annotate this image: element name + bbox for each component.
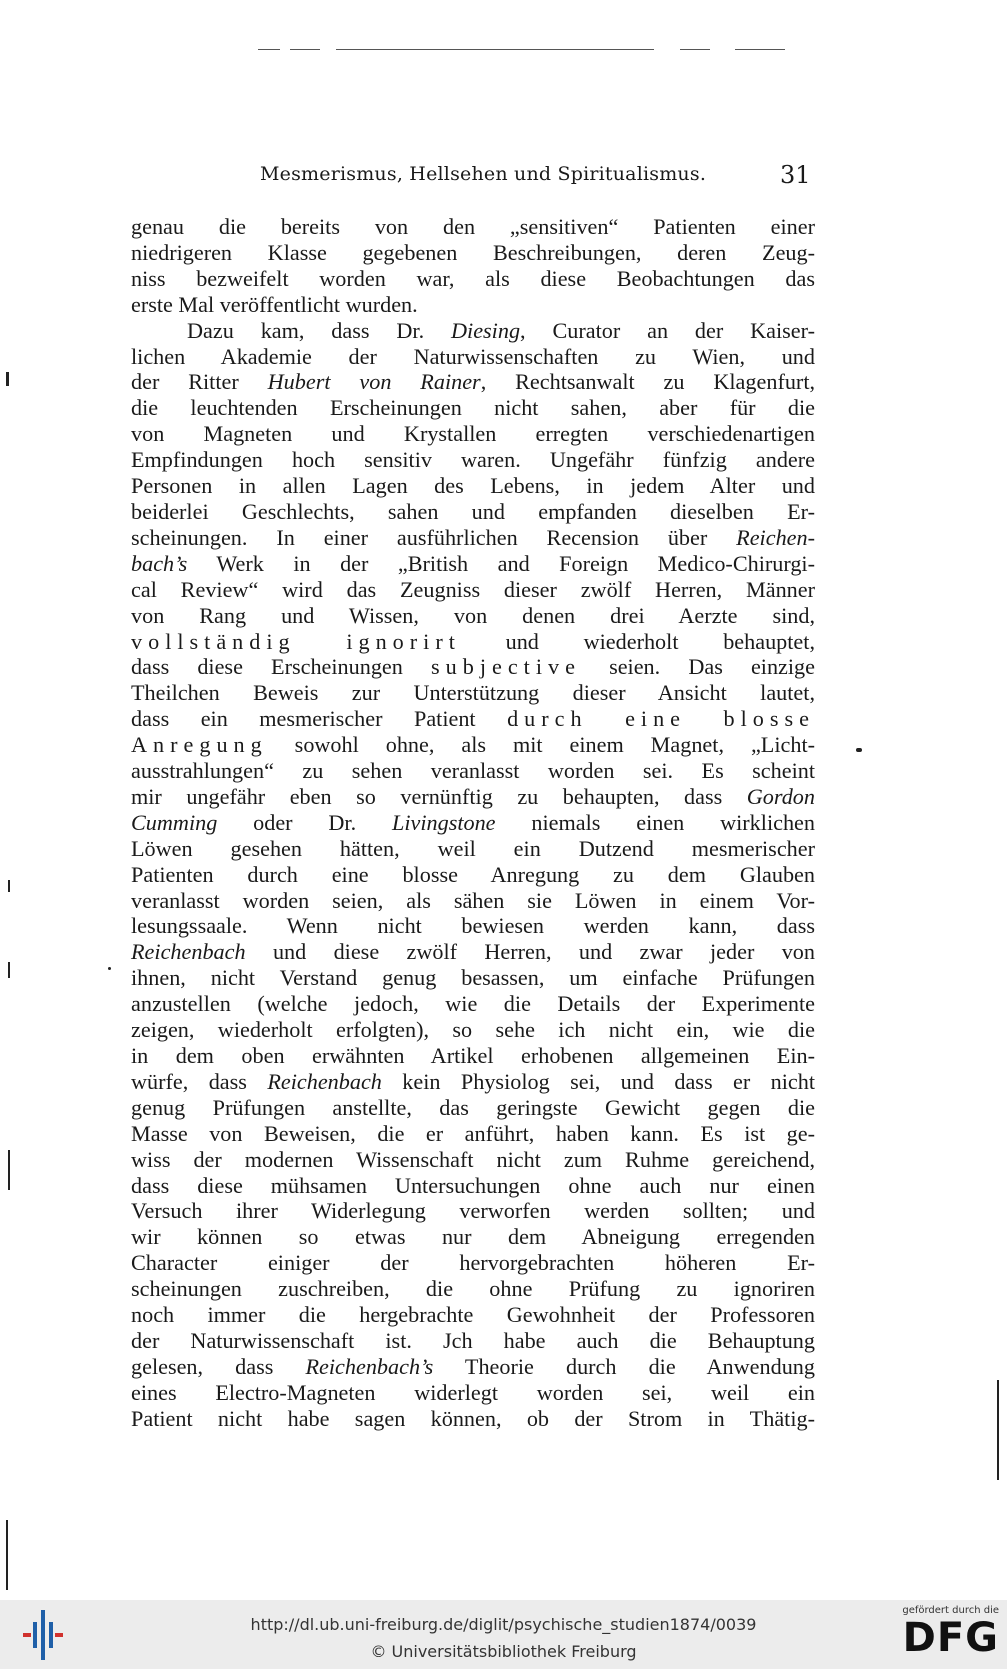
text-run: mir ungefähr eben so vernünftig zu behaupten, dass (131, 783, 747, 809)
text-line: wiss der modernen Wissenschaft nicht zum Ruhme gereichend, (131, 1146, 815, 1172)
scan-mark (108, 967, 111, 970)
text-line: Theilchen Beweis zur Unterstützung dieser Ansicht lautet, (131, 680, 815, 706)
text-line (131, 318, 815, 344)
person-name: Reichenbach (131, 939, 246, 965)
text-line: ihnen, nicht Verstand genug besassen, um einfache Prüfungen (131, 965, 815, 991)
text-run: dass ein mesmerischer Patient (131, 706, 508, 732)
text-line: genau die bereits von den „sensitiven“ Patienten einer (131, 214, 815, 239)
person-name: Reichenbach’s (305, 1353, 434, 1379)
text-run: kein Physiolog sei, und dass er nicht (381, 1068, 815, 1094)
text-line: Empfindungen hoch sensitiv waren. Ungefähr fünfzig andere (131, 447, 815, 473)
person-name: Diesing (451, 317, 521, 343)
text-line (131, 810, 815, 836)
text-line: genug Prüfungen anstellte, das geringste Gewicht gegen die (131, 1094, 815, 1120)
top-rule-4 (680, 49, 710, 50)
page-number: 31 (780, 161, 811, 189)
text-run: sowohl ohne, als mit einem Magnet, „Licht- (267, 732, 815, 758)
text-line (131, 732, 815, 758)
text-run: gelesen, dass (131, 1353, 306, 1379)
text-line: von Magneten und Krystallen erregten verschiedenartigen (131, 421, 815, 447)
scan-mark (6, 1520, 8, 1590)
person-name: Reichenbach (267, 1068, 382, 1094)
running-head: Mesmerismus, Hellsehen und Spiritualismus. (260, 163, 707, 185)
text-line: noch immer die hergebrachte Gewohnheit der Professoren (131, 1302, 815, 1328)
scan-mark (997, 1380, 999, 1480)
text-line: lichen Akademie der Naturwissenschaften zu Wien, und (131, 343, 815, 369)
text-line (131, 629, 815, 655)
top-rule-1 (258, 49, 280, 50)
text-line (131, 654, 815, 680)
source-url[interactable]: http://dl.ub.uni-freiburg.de/diglit/psychische_studien1874/0039 (250, 1615, 757, 1634)
text-line: wir können so etwas nur dem Abneigung erregenden (131, 1224, 815, 1250)
person-name: Cumming (131, 809, 218, 835)
text-line (131, 369, 815, 395)
text-line: erste Mal veröffentlicht wurden. (131, 291, 418, 317)
text-run: und diese zwölf Herren, und zwar jeder von (245, 939, 815, 965)
footer-bar (0, 1600, 1007, 1669)
text-line: eines Electro-Magneten widerlegt worden sei, weil ein (131, 1379, 815, 1405)
person-name: Reichen- (736, 524, 815, 550)
person-name: Gordon (746, 783, 815, 809)
text-line: Character einiger der hervorgebrachten höheren Er- (131, 1250, 815, 1276)
text-run: scheinungen. In einer ausführlichen Recension über (131, 524, 737, 550)
text-line: dass diese mühsamen Untersuchungen ohne auch nur einen (131, 1172, 815, 1198)
text-line: von Rang und Wissen, von denen drei Aerzte sind, (131, 602, 815, 628)
text-run: , Curator an der Kaiser- (520, 317, 815, 343)
emphasis-spaced: subjective (431, 654, 581, 680)
text-line: niedrigeren Klasse gegebenen Beschreibungen, deren Zeug- (131, 239, 815, 265)
text-line: veranlasst worden seien, als sähen sie Löwen in einem Vor- (131, 887, 815, 913)
text-run: der Ritter (131, 369, 268, 395)
dfg-badge (887, 1605, 999, 1665)
text-line: Löwen gesehen hätten, weil ein Dutzend mesmerischer (131, 835, 815, 861)
text-run: niemals einen wirklichen (495, 809, 815, 835)
text-line: scheinungen zuschreiben, die ohne Prüfung zu ignoriren (131, 1276, 815, 1302)
text-line: Versuch ihrer Widerlegung verworfen werden sollten; und (131, 1198, 815, 1224)
text-run: würfe, dass (131, 1068, 268, 1094)
text-line: der Naturwissenschaft ist. Jch habe auch die Behauptung (131, 1327, 815, 1353)
text-run: dass diese Erscheinungen (131, 654, 431, 680)
top-rule-3 (336, 49, 654, 50)
text-line: die leuchtenden Erscheinungen nicht sahen, aber für die (131, 395, 815, 421)
text-line: zeigen, wiederholt erfolgten), so sehe ich nicht ein, wie die (131, 1017, 815, 1043)
dfg-note: gefördert durch die (902, 1605, 999, 1616)
emphasis-spaced: durch eine blosse (507, 706, 815, 732)
scan-mark (8, 880, 10, 892)
scan-mark (856, 748, 862, 752)
text-line: Personen in allen Lagen des Lebens, in jedem Alter und (131, 473, 815, 499)
emphasis-spaced: vollständig ignorirt (131, 628, 461, 654)
person-name: bach’s (131, 550, 188, 576)
text-run: Dazu kam, dass Dr. (187, 317, 452, 343)
scan-mark (8, 962, 10, 978)
scan-mark (8, 1150, 10, 1190)
text-run: Theorie durch die Anwendung (433, 1353, 815, 1379)
scan-mark (6, 372, 9, 386)
text-run: und wiederholt behauptet, (460, 628, 815, 654)
text-line: lesungssaale. Wenn nicht bewiesen werden kann, dass (131, 913, 815, 939)
text-line: anzustellen (welche jedoch, wie die Details der Experimente (131, 991, 815, 1017)
text-line: Patient nicht habe sagen können, ob der Strom in Thätig- (131, 1405, 815, 1431)
emphasis-spaced: Anregung (131, 732, 268, 758)
person-name: Livingstone (391, 809, 496, 835)
text-line: cal Review“ wird das Zeugniss dieser zwölf Herren, Männer (131, 576, 815, 602)
copyright-text: © Universitätsbibliothek Freiburg (370, 1642, 637, 1661)
body-text (131, 214, 815, 1432)
top-rule-2 (290, 49, 320, 50)
text-line: in dem oben erwähnten Artikel erhobenen allgemeinen Ein- (131, 1043, 815, 1068)
text-run: Werk in der „British and Foreign Medico-Chirurgi- (187, 550, 815, 576)
top-rule-5 (735, 49, 785, 50)
text-line: beiderlei Geschlechts, sahen und empfanden dieselben Er- (131, 498, 815, 524)
text-run: oder Dr. (217, 809, 392, 835)
dfg-logo: DFG (902, 1615, 999, 1661)
person-name: Hubert von Rainer (267, 369, 481, 395)
text-line (131, 551, 815, 577)
text-line (131, 525, 815, 551)
text-line: Patienten durch eine blosse Anregung zu dem Glauben (131, 861, 815, 887)
text-line: Masse von Beweisen, die er anführt, haben kann. Es ist ge- (131, 1120, 815, 1146)
text-line (131, 1354, 815, 1380)
text-run: seien. Das einzige (580, 654, 815, 680)
text-line (131, 784, 815, 810)
text-run: , Rechtsanwalt zu Klagenfurt, (480, 369, 816, 395)
text-line: niss bezweifelt worden war, als diese Beobachtungen das (131, 265, 815, 291)
text-line (131, 939, 815, 965)
text-line (131, 1069, 815, 1095)
text-line (131, 706, 815, 732)
text-line: ausstrahlungen“ zu sehen veranlasst worden sei. Es scheint (131, 758, 815, 784)
